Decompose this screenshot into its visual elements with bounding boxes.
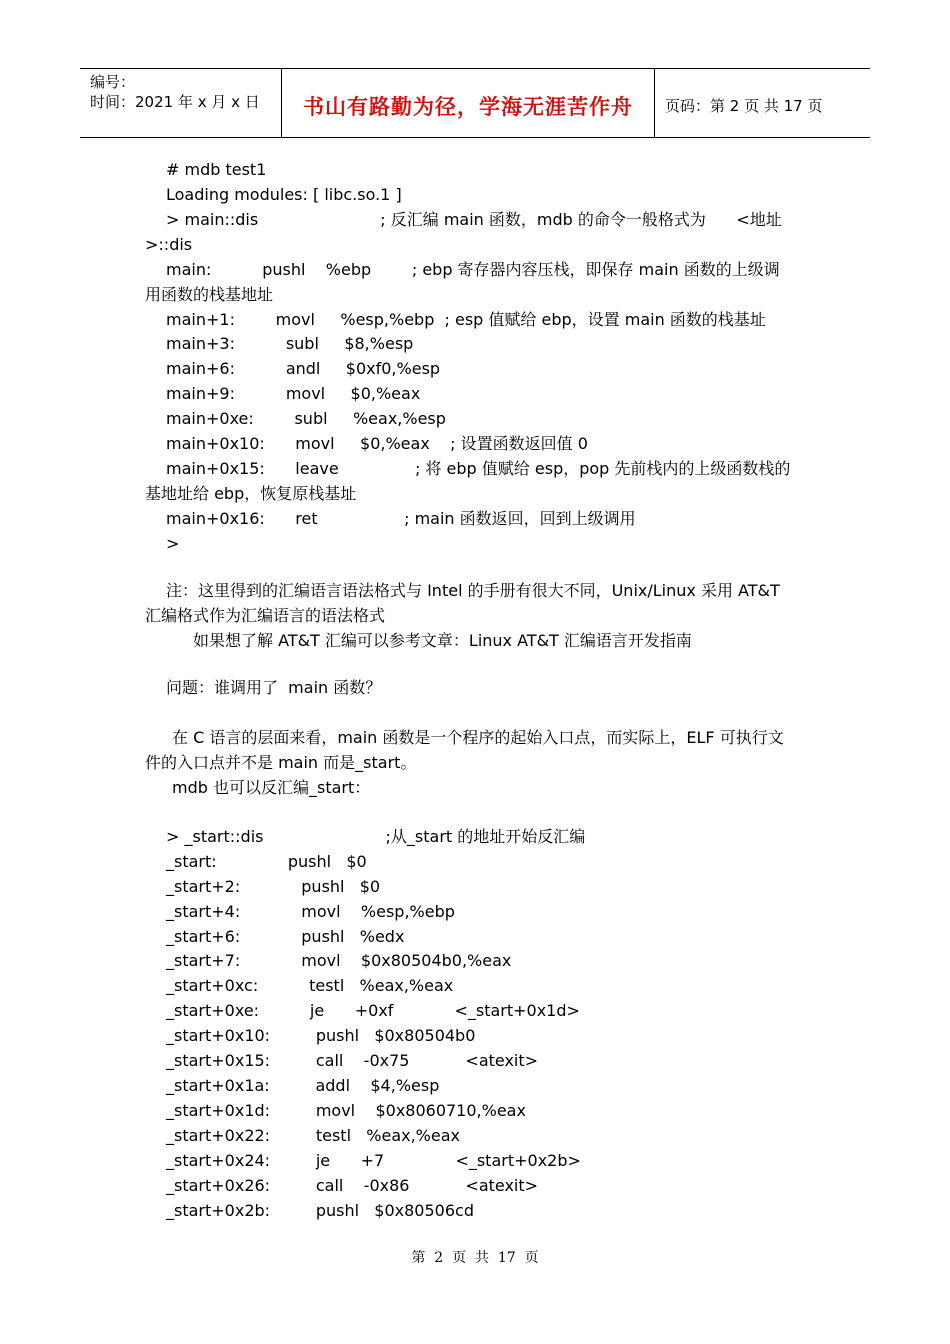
- text-line: main+3: subl $8,%esp: [166, 334, 414, 353]
- text-line: main+0x16: ret ; main 函数返回，回到上级调用: [166, 509, 636, 528]
- time-label: 时间：2021 年 x 月 x 日: [90, 93, 260, 111]
- text-line: mdb 也可以反汇编_start：: [172, 778, 371, 797]
- page-info: 页码：第 2 页 共 17 页: [665, 97, 823, 115]
- text-line: 在 C 语言的层面来看，main 函数是一个程序的起始入口点，而实际上，ELF 可执行文: [172, 728, 784, 747]
- text-line: _start+4: movl %esp,%ebp: [166, 902, 455, 921]
- text-line: main+0xe: subl %eax,%esp: [166, 409, 446, 428]
- text-line: > _start::dis ;从_start 的地址开始反汇编: [166, 827, 586, 846]
- text-line: _start+0x1d: movl $0x8060710,%eax: [166, 1101, 526, 1120]
- text-line: main: pushl %ebp ; ebp 寄存器内容压栈，即保存 main 函数的上级调: [166, 260, 780, 279]
- text-line: _start: pushl $0: [166, 852, 367, 871]
- text-line: main+0x15: leave ; 将 ebp 值赋给 esp，pop 先前栈内的上级函数栈的: [166, 459, 791, 478]
- header-table: [80, 68, 870, 138]
- motto: 书山有路勤为径，学海无涯苦作舟: [303, 95, 633, 119]
- text-line: main+9: movl $0,%eax: [166, 384, 421, 403]
- text-line: _start+0xe: je +0xf <_start+0x1d>: [166, 1001, 580, 1020]
- text-line: Loading modules: [ libc.so.1 ]: [166, 185, 402, 204]
- text-line: main+1: movl %esp,%ebp ; esp 值赋给 ebp，设置 main 函数的栈基址: [166, 310, 766, 329]
- text-line: main+0x10: movl $0,%eax ; 设置函数返回值 0: [166, 434, 588, 453]
- text-line: _start+0x15: call -0x75 <atexit>: [166, 1051, 539, 1070]
- text-line: 问题：谁调用了 main 函数？: [166, 678, 382, 697]
- text-line: 用函数的栈基地址: [145, 285, 274, 304]
- header-motto-cell: [282, 69, 655, 137]
- header-meta-cell: [80, 69, 282, 137]
- text-line: >::dis: [145, 235, 193, 254]
- text-line: _start+0x2b: pushl $0x80506cd: [166, 1201, 474, 1220]
- text-line: _start+7: movl $0x80504b0,%eax: [166, 951, 512, 970]
- page-footer: 第 2 页 共 17 页: [411, 1250, 539, 1266]
- text-line: _start+0x10: pushl $0x80504b0: [166, 1026, 476, 1045]
- text-line: _start+0x24: je +7 <_start+0x2b>: [166, 1151, 581, 1170]
- text-line: 注：这里得到的汇编语言语法格式与 Intel 的手册有很大不同，Unix/Linux 采用 AT&T: [166, 581, 780, 600]
- text-line: 基地址给 ebp，恢复原栈基址: [145, 484, 357, 503]
- text-line: >: [166, 534, 180, 553]
- text-line: > main::dis ; 反汇编 main 函数，mdb 的命令一般格式为 <地址: [166, 210, 782, 229]
- text-line: 汇编格式作为汇编语言的语法格式: [145, 606, 386, 625]
- text-line: _start+0x22: testl %eax,%eax: [166, 1126, 460, 1145]
- text-line: _start+6: pushl %edx: [166, 927, 405, 946]
- text-line: 如果想了解 AT&T 汇编可以参考文章：Linux AT&T 汇编语言开发指南: [193, 631, 692, 650]
- text-line: _start+0x26: call -0x86 <atexit>: [166, 1176, 539, 1195]
- text-line: main+6: andl $0xf0,%esp: [166, 359, 441, 378]
- text-line: # mdb test1: [166, 160, 267, 179]
- text-line: _start+2: pushl $0: [166, 877, 381, 896]
- text-line: _start+0x1a: addl $4,%esp: [166, 1076, 440, 1095]
- header-page-cell: [655, 69, 870, 137]
- text-line: _start+0xc: testl %eax,%eax: [166, 976, 454, 995]
- text-line: 件的入口点并不是 main 而是_start。: [145, 753, 417, 772]
- serial-label: 编号：: [90, 73, 136, 91]
